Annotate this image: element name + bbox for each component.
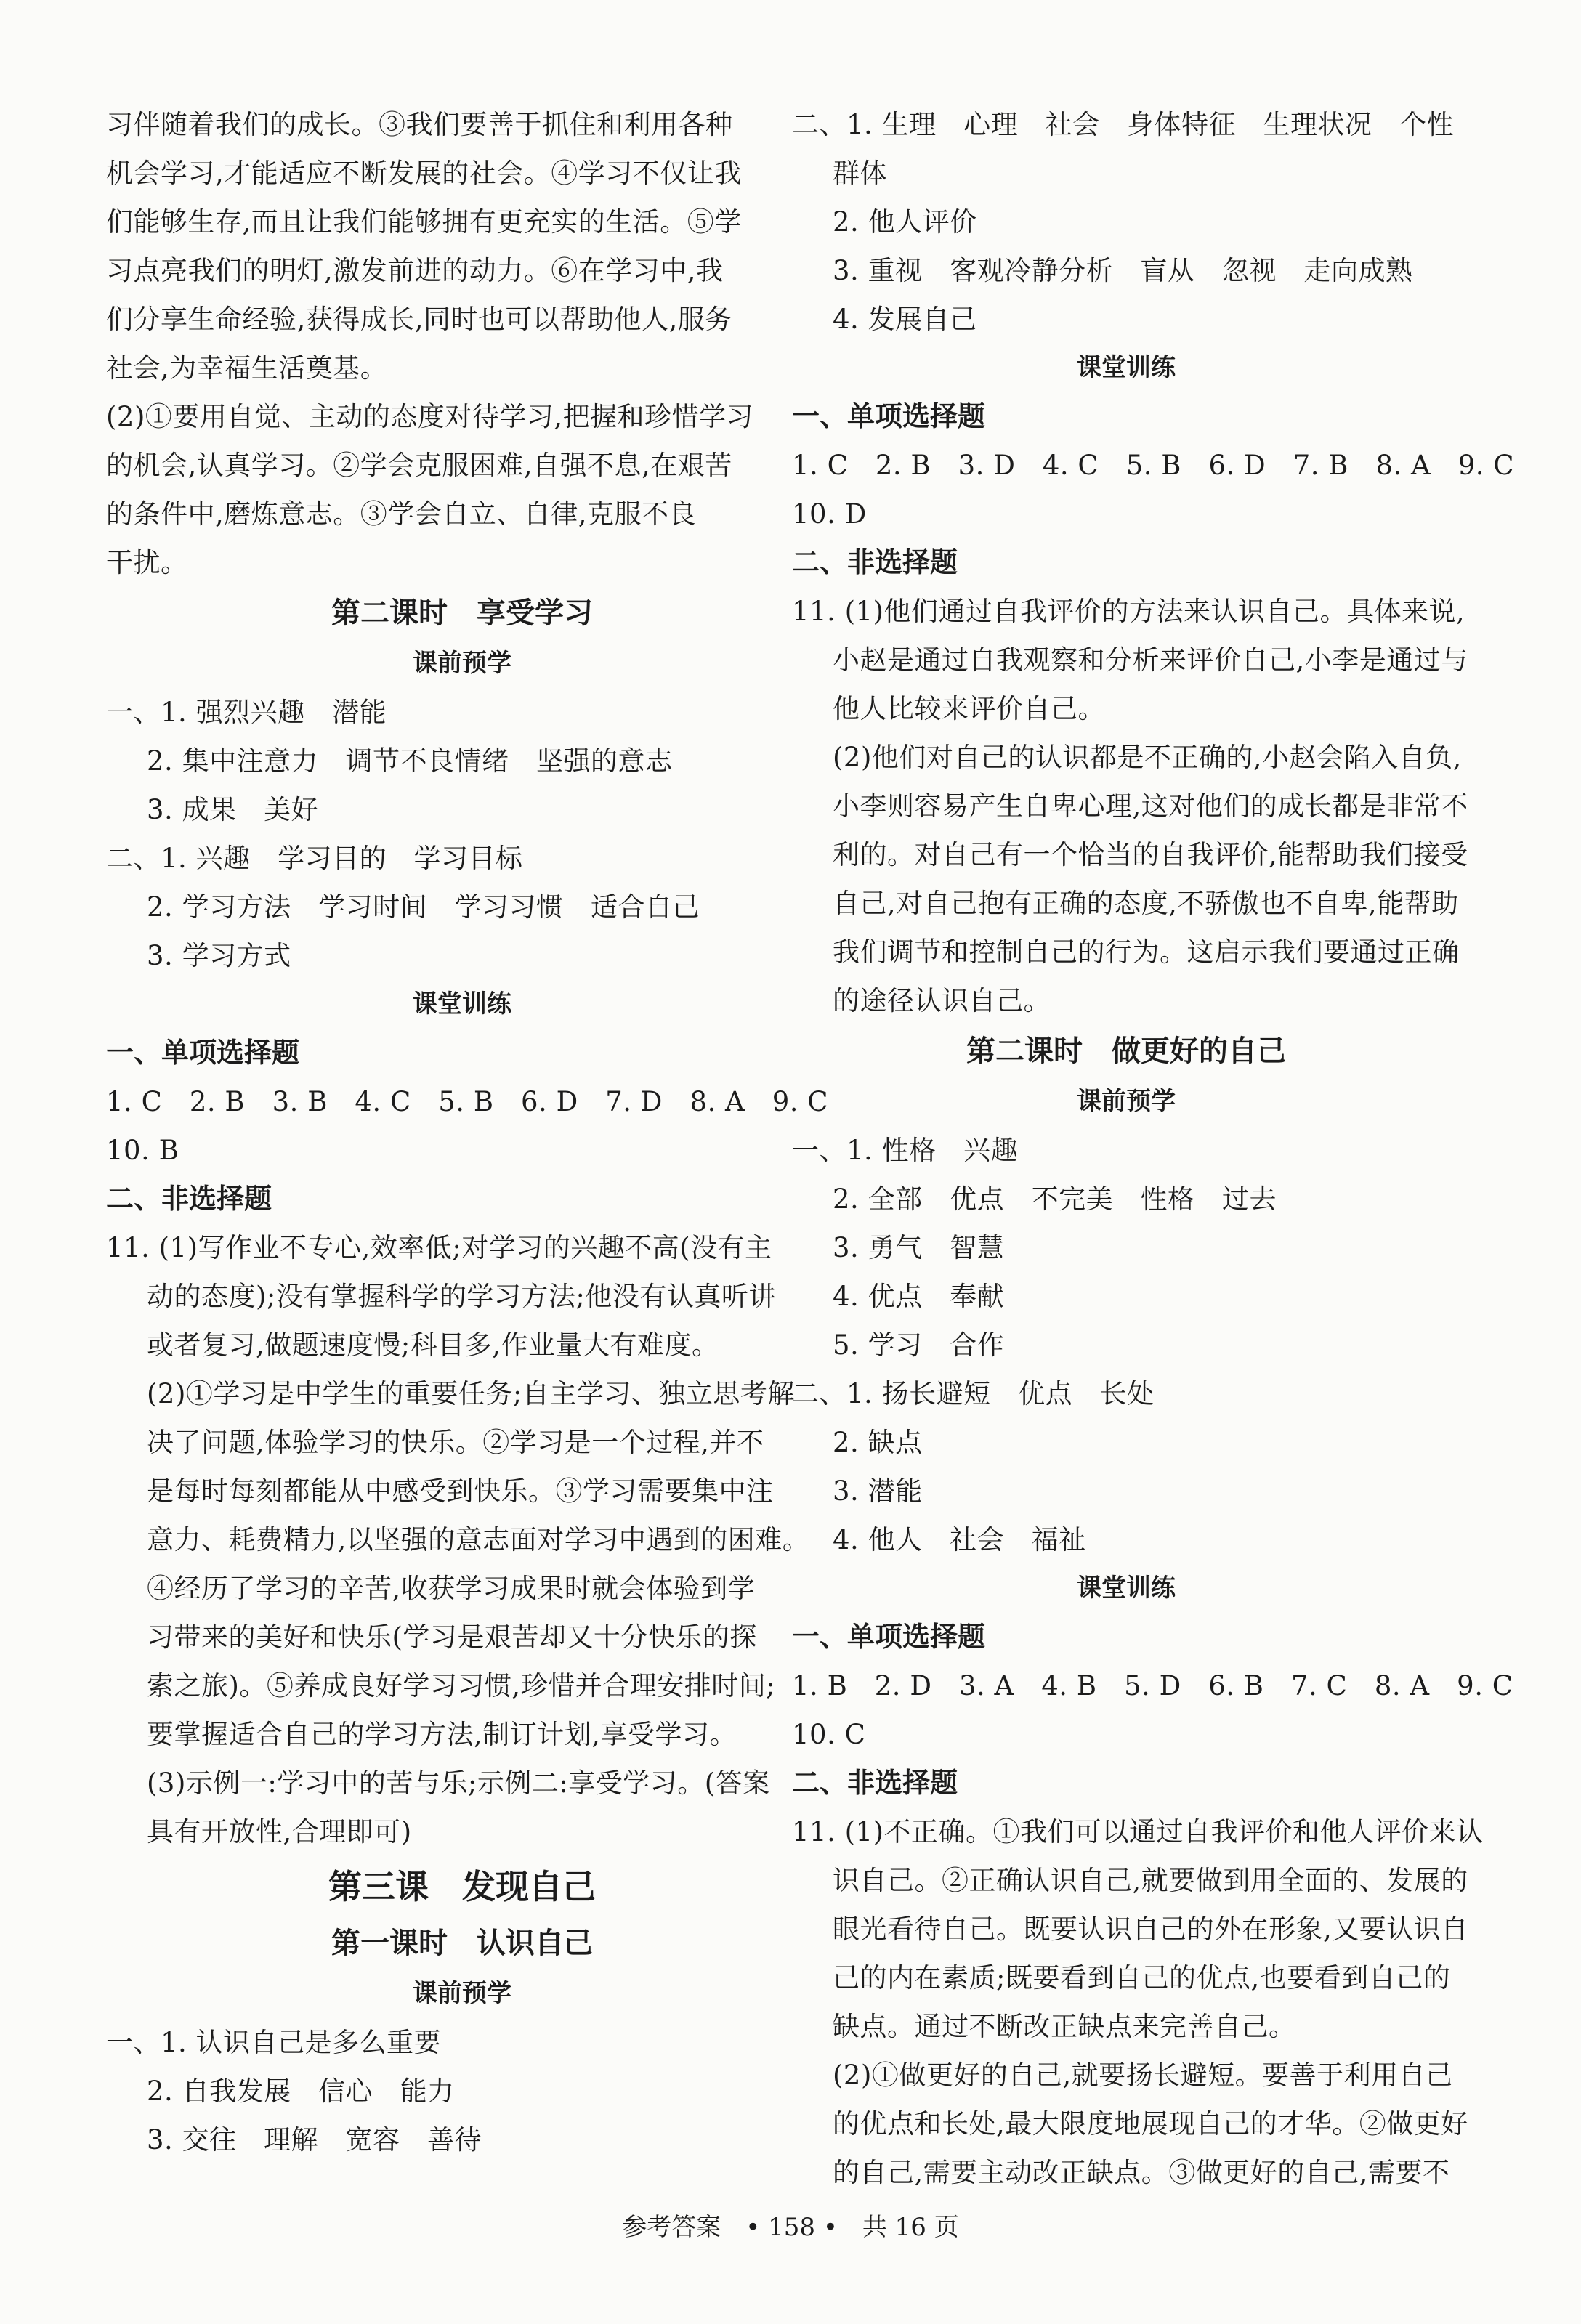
text-line: 3. 学习方式 — [147, 940, 291, 971]
text-line: 社会,为幸福生活奠基。 — [106, 352, 388, 384]
text-line: 10. C — [792, 1719, 866, 1750]
subsection-heading: 课前预学 — [413, 649, 512, 678]
text-line: 3. 交往 理解 宽容 善待 — [147, 2124, 482, 2155]
text-line: 习带来的美好和快乐(学习是艰苦却又十分快乐的探 — [147, 1621, 757, 1653]
text-line: 小赵是通过自我观察和分析来评价自己,小李是通过与 — [833, 644, 1468, 676]
section-title: 第二课时 做更好的自己 — [966, 1035, 1286, 1068]
subsection-heading: 课堂训练 — [413, 989, 512, 1019]
text-line: 的途径认识自己。 — [833, 985, 1051, 1016]
text-line: 识自己。②正确认识自己,就要做到用全面的、发展的 — [833, 1865, 1468, 1896]
text-line: 利的。对自己有一个恰当的自我评价,能帮助我们接受 — [833, 839, 1468, 870]
text-line: 11. (1)写作业不专心,效率低;对学习的兴趣不高(没有主 — [106, 1232, 772, 1263]
text-line: 11. (1)不正确。①我们可以通过自我评价和他人评价来认 — [792, 1816, 1484, 1847]
section-title: 第二课时 享受学习 — [331, 596, 593, 630]
text-line: 的自己,需要主动改正缺点。③做更好的自己,需要不 — [833, 2157, 1450, 2188]
text-line: 要掌握适合自己的学习方法,制订计划,享受学习。 — [147, 1719, 737, 1750]
text-line: 5. 学习 合作 — [833, 1329, 1005, 1361]
text-line: 4. 发展自己 — [833, 304, 977, 335]
text-line: 11. (1)他们通过自我评价的方法来认识自己。具体来说, — [792, 596, 1465, 627]
text-line: 二、1. 生理 心理 社会 身体特征 生理状况 个性 — [792, 109, 1455, 140]
text-line: 干扰。 — [106, 547, 188, 578]
text-line: 2. 集中注意力 调节不良情绪 坚强的意志 — [147, 745, 673, 777]
text-line: (2)①学习是中学生的重要任务;自主学习、独立思考解 — [147, 1378, 795, 1409]
text-line: 的机会,认真学习。②学会克服困难,自强不息,在艰苦 — [106, 450, 732, 481]
text-line: 习伴随着我们的成长。③我们要善于抓住和利用各种 — [106, 109, 733, 140]
text-line: 动的态度);没有掌握科学的学习方法;他没有认真听讲 — [147, 1281, 776, 1312]
text-line: 3. 勇气 智慧 — [833, 1232, 1005, 1263]
text-line: 习点亮我们的明灯,激发前进的动力。⑥在学习中,我 — [106, 255, 724, 286]
text-line: 缺点。通过不断改正缺点来完善自己。 — [833, 2011, 1296, 2042]
subsection-heading: 课堂训练 — [1077, 1574, 1176, 1603]
text-line: 他人比较来评价自己。 — [833, 693, 1105, 724]
text-line: 4. 优点 奉献 — [833, 1281, 1005, 1312]
text-line: 自己,对自己抱有正确的态度,不骄傲也不自卑,能帮助 — [833, 888, 1459, 919]
question-type-heading: 一、单项选择题 — [106, 1037, 300, 1069]
text-line: 或者复习,做题速度慢;科目多,作业量大有难度。 — [147, 1329, 719, 1361]
text-line: 群体 — [833, 158, 887, 189]
text-line: 我们调节和控制自己的行为。这启示我们要通过正确 — [833, 936, 1460, 968]
text-line: 3. 潜能 — [833, 1475, 923, 1507]
page-footer: 参考答案 • 158 • 共 16 页 — [622, 2213, 959, 2242]
text-line: 4. 他人 社会 福祉 — [833, 1524, 1086, 1555]
text-line: 一、1. 认识自己是多么重要 — [106, 2027, 442, 2058]
text-line: 1. C 2. B 3. D 4. C 5. B 6. D 7. B 8. A 9. C — [792, 450, 1515, 481]
text-line: 一、1. 性格 兴趣 — [792, 1135, 1019, 1166]
text-line: 10. B — [106, 1135, 179, 1166]
text-line: 10. D — [792, 498, 867, 530]
text-line: (3)示例一:学习中的苦与乐;示例二:享受学习。(答案 — [147, 1768, 770, 1799]
text-line: 具有开放性,合理即可) — [147, 1816, 412, 1847]
text-line: 1. C 2. B 3. B 4. C 5. B 6. D 7. D 8. A 9. C — [106, 1086, 829, 1117]
text-line: ④经历了学习的辛苦,收获学习成果时就会体验到学 — [147, 1573, 756, 1604]
section-title: 第一课时 认识自己 — [331, 1927, 593, 1960]
text-line: 2. 全部 优点 不完美 性格 过去 — [833, 1183, 1277, 1215]
text-line: 们分享生命经验,获得成长,同时也可以帮助他人,服务 — [106, 304, 732, 335]
text-line: (2)①做更好的自己,就要扬长避短。要善于利用自己 — [833, 2060, 1453, 2091]
text-line: 1. B 2. D 3. A 4. B 5. D 6. B 7. C 8. A 9. C — [792, 1670, 1513, 1701]
text-line: 机会学习,才能适应不断发展的社会。④学习不仅让我 — [106, 158, 742, 189]
text-line: 决了问题,体验学习的快乐。②学习是一个过程,并不 — [147, 1427, 764, 1458]
question-type-heading: 二、非选择题 — [792, 1767, 958, 1799]
text-line: 二、1. 兴趣 学习目的 学习目标 — [106, 843, 523, 874]
text-line: 2. 缺点 — [833, 1427, 923, 1458]
text-line: 2. 他人评价 — [833, 206, 977, 238]
text-line: 2. 学习方法 学习时间 学习习惯 适合自己 — [147, 891, 700, 923]
text-line: 们能够生存,而且让我们能够拥有更充实的生活。⑤学 — [106, 206, 742, 238]
subsection-heading: 课前预学 — [413, 1979, 512, 2008]
text-line: 索之旅)。⑤养成良好学习习惯,珍惜并合理安排时间; — [147, 1670, 776, 1701]
text-line: 2. 自我发展 信心 能力 — [147, 2076, 455, 2107]
text-line: 眼光看待自己。既要认识自己的外在形象,又要认识自 — [833, 1914, 1468, 1945]
text-line: 的条件中,磨炼意志。③学会自立、自律,克服不良 — [106, 498, 697, 530]
text-line: 的优点和长处,最大限度地展现自己的才华。②做更好 — [833, 2108, 1468, 2139]
text-line: 一、1. 强烈兴趣 潜能 — [106, 697, 387, 728]
text-line: 己的内在素质;既要看到自己的优点,也要看到自己的 — [833, 1962, 1451, 1993]
subsection-heading: 课堂训练 — [1077, 353, 1176, 382]
lesson-title: 第三课 发现自己 — [328, 1867, 596, 1906]
question-type-heading: 二、非选择题 — [792, 546, 958, 578]
text-line: (2)①要用自觉、主动的态度对待学习,把握和珍惜学习 — [106, 401, 754, 432]
subsection-heading: 课前预学 — [1077, 1087, 1176, 1116]
text-line: 意力、耗费精力,以坚强的意志面对学习中遇到的困难。 — [147, 1524, 810, 1555]
text-line: 二、1. 扬长避短 优点 长处 — [792, 1378, 1155, 1409]
text-line: 3. 重视 客观冷静分析 盲从 忽视 走向成熟 — [833, 255, 1413, 286]
text-line: 是每时每刻都能从中感受到快乐。③学习需要集中注 — [147, 1475, 774, 1507]
text-line: 小李则容易产生自卑心理,这对他们的成长都是非常不 — [833, 790, 1468, 822]
question-type-heading: 二、非选择题 — [106, 1183, 272, 1215]
text-line: (2)他们对自己的认识都是不正确的,小赵会陷入自负, — [833, 742, 1462, 773]
question-type-heading: 一、单项选择题 — [792, 1621, 986, 1653]
text-line: 3. 成果 美好 — [147, 794, 319, 825]
right-column — [792, 100, 1515, 2197]
question-type-heading: 一、单项选择题 — [792, 400, 986, 432]
